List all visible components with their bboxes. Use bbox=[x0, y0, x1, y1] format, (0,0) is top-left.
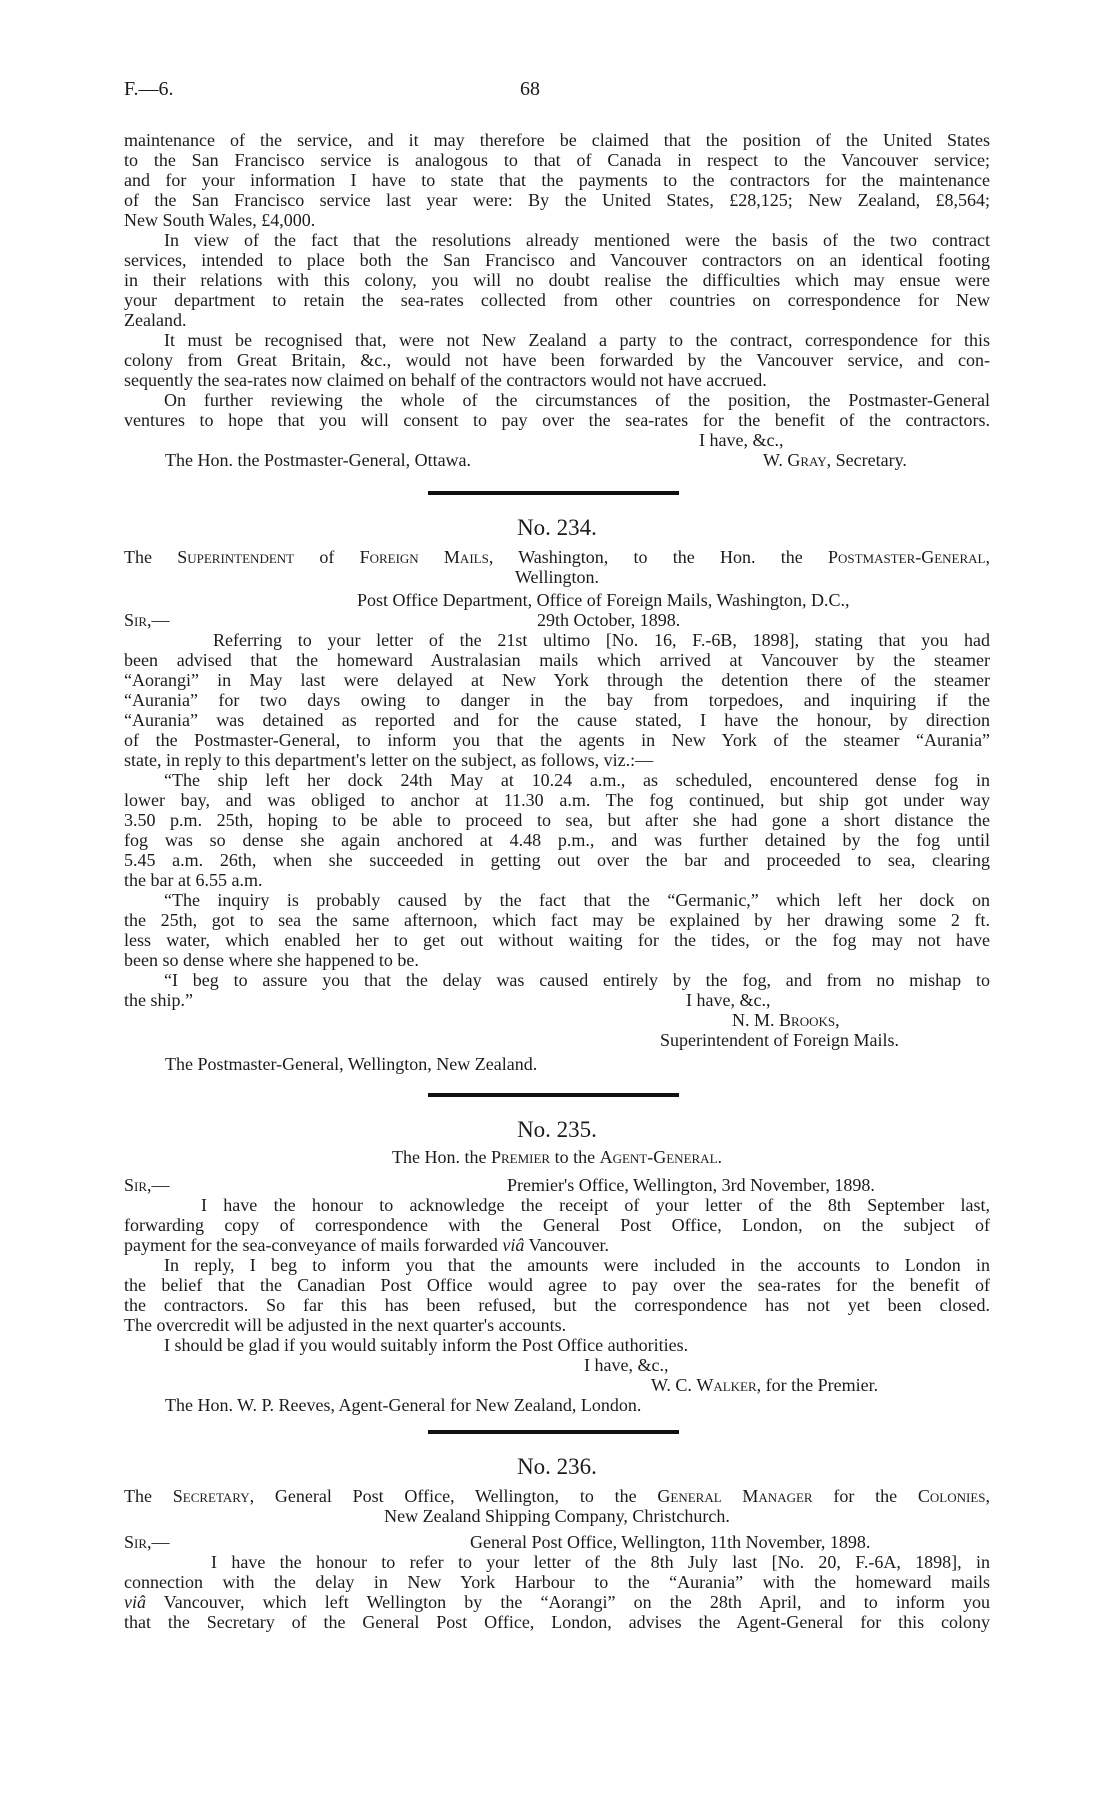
letter-heading bbox=[124, 1147, 990, 1167]
signature bbox=[124, 1010, 990, 1030]
letter-234 bbox=[124, 547, 990, 1074]
text-line: I have the honour to refer to your letter of the 8th July last [No. 20, F.-6A, 1898], in bbox=[211, 1552, 990, 1572]
h: The Hon. the bbox=[391, 1147, 491, 1167]
section-divider bbox=[428, 491, 679, 495]
signature bbox=[124, 1375, 990, 1395]
h: Colonies bbox=[917, 1486, 986, 1506]
h: The bbox=[124, 1486, 173, 1506]
signature-line bbox=[124, 450, 990, 470]
text-line: of the San Francisco service last year were: By the United States, £28,125; New Zealand, £8,564; bbox=[124, 190, 990, 210]
h: The bbox=[124, 547, 178, 567]
t: viâ bbox=[124, 1592, 146, 1612]
text-line: “The ship left her dock 24th May at 10.24 a.m., as scheduled, encountered dense fog in bbox=[164, 770, 990, 790]
text-line: your department to retain the sea-rates collected from other countries on correspondence for New bbox=[124, 290, 990, 310]
sig-initial: W. C. bbox=[651, 1375, 697, 1395]
addressee: The Hon. the Postmaster-General, Ottawa. bbox=[165, 450, 472, 470]
h: of bbox=[294, 547, 360, 567]
addressee: The Hon. W. P. Reeves, Agent-General for New Zealand, London. bbox=[165, 1395, 642, 1415]
text-line: “Aurania” for two days owing to danger in the bay from torpedoes, and inquiring if the bbox=[124, 690, 990, 710]
h: , bbox=[985, 547, 990, 567]
letter-date: Premier's Office, Wellington, 3rd November, 1898. bbox=[507, 1175, 875, 1195]
closing: I have, &c., bbox=[699, 430, 784, 450]
letter-heading bbox=[124, 547, 990, 567]
sender-address: Post Office Department, Office of Foreign Mails, Washington, D.C., bbox=[357, 590, 850, 610]
sig-initial: W. bbox=[763, 450, 788, 470]
sig-name: Gray bbox=[787, 450, 827, 470]
text-line: “The inquiry is probably caused by the fact that the “Germanic,” which left her dock on bbox=[164, 890, 990, 910]
salutation-line bbox=[124, 610, 990, 630]
h: . bbox=[717, 1147, 723, 1167]
t: viâ bbox=[502, 1235, 525, 1255]
text-line: services, intended to place both the San Francisco and Vancouver contractors on an identical footing bbox=[124, 250, 990, 270]
text-line: I have the honour to acknowledge the receipt of your letter of the 8th September last, bbox=[201, 1195, 990, 1215]
signature bbox=[763, 450, 907, 470]
text-line: In reply, I beg to inform you that the amounts were included in the accounts to London in bbox=[164, 1255, 990, 1275]
h: Secretary bbox=[172, 1486, 250, 1506]
text-line: the bar at 6.55 a.m. bbox=[124, 870, 263, 890]
salutation: Sir,— bbox=[124, 1175, 170, 1195]
h: General Manager bbox=[657, 1486, 813, 1506]
page-number: 68 bbox=[520, 78, 540, 100]
h: for the bbox=[812, 1486, 918, 1506]
text-line: and for your information I have to state that the payments to the contractors for the maintenance bbox=[124, 170, 990, 190]
salutation-line bbox=[124, 1175, 990, 1195]
h: Agent-General bbox=[599, 1147, 718, 1167]
text-line: ventures to hope that you will consent to pay over the sea-rates for the benefit of the contractors. bbox=[124, 410, 990, 430]
salutation: Sir,— bbox=[124, 1532, 170, 1552]
letter-236 bbox=[124, 1486, 990, 1632]
text-line: 5.45 a.m. 26th, when she succeeded in getting out over the bar and proceeded to sea, clearing bbox=[124, 850, 990, 870]
text-line: been advised that the homeward Australasian mails which arrived at Vancouver by the steamer bbox=[124, 650, 990, 670]
closing: I have, &c., bbox=[686, 990, 771, 1010]
text-line: connection with the delay in New York Harbour to the “Aurania” with the homeward mails bbox=[124, 1572, 990, 1592]
h: Premier bbox=[490, 1147, 551, 1167]
text-line: Referring to your letter of the 21st ultimo [No. 16, F.-6B, 1898], stating that you had bbox=[213, 630, 990, 650]
h: Superintendent bbox=[177, 547, 295, 567]
text-line: to the San Francisco service is analogous to that of Canada in respect to the Vancouver service; bbox=[124, 150, 990, 170]
sig-name: Walker bbox=[696, 1375, 757, 1395]
text-line: colony from Great Britain, &c., would not have been forwarded by the Vancouver service, and con- bbox=[124, 350, 990, 370]
letter-235 bbox=[124, 1147, 990, 1415]
t: payment for the sea-conveyance of mails forwarded bbox=[124, 1235, 503, 1255]
letter-number: No. 234. bbox=[517, 515, 597, 540]
text-line: state, in reply to this department's letter on the subject, as follows, viz.:— bbox=[124, 750, 654, 770]
text-line bbox=[124, 1235, 990, 1255]
sig-title: , for the Premier. bbox=[756, 1375, 879, 1395]
letter-number: No. 236. bbox=[517, 1454, 597, 1479]
text-line: forwarding copy of correspondence with the General Post Office, London, on the subject of bbox=[124, 1215, 990, 1235]
h: Postmaster-General bbox=[827, 547, 986, 567]
t: Vancouver, which left Wellington by the “Aorangi” on the 28th April, and to inform you bbox=[146, 1592, 990, 1612]
letter-date: 29th October, 1898. bbox=[537, 610, 681, 630]
text-line: On further reviewing the whole of the circumstances of the position, the Postmaster-General bbox=[164, 390, 990, 410]
h: Foreign Mails bbox=[359, 547, 489, 567]
document-code: F.—6. bbox=[124, 78, 174, 100]
addressee: The Postmaster-General, Wellington, New Zealand. bbox=[165, 1054, 538, 1074]
text-line: In view of the fact that the resolutions already mentioned were the basis of the two contract bbox=[164, 230, 990, 250]
text-line: lower bay, and was obliged to anchor at 11.30 a.m. The fog continued, but ship got under way bbox=[124, 790, 990, 810]
text-line: the contractors. So far this has been refused, but the correspondence has not yet been closed. bbox=[124, 1295, 990, 1315]
sig-comma: , bbox=[835, 1010, 840, 1030]
sig-title: , Secretary. bbox=[826, 450, 907, 470]
text-line: in their relations with this colony, you will no doubt realise the difficulties which may ensue were bbox=[124, 270, 990, 290]
h: , General Post Office, Wellington, to the bbox=[249, 1486, 658, 1506]
text-line: less water, which enabled her to get out without waiting for the tides, or the fog may not have bbox=[124, 930, 990, 950]
section-divider bbox=[428, 1093, 679, 1097]
h: , bbox=[985, 1486, 990, 1506]
h: to the bbox=[550, 1147, 600, 1167]
sig-initial: N. M. bbox=[732, 1010, 780, 1030]
text-line: sequently the sea-rates now claimed on behalf of the contractors would not have accrued. bbox=[124, 370, 767, 390]
text-line: It must be recognised that, were not New Zealand a party to the contract, correspondence for this bbox=[164, 330, 990, 350]
h: , Washington, to the Hon. the bbox=[488, 547, 828, 567]
text-line: “Aorangi” in May last were delayed at New York through the detention there of the steamer bbox=[124, 670, 990, 690]
text-line: New South Wales, £4,000. bbox=[124, 210, 316, 230]
signature-title: Superintendent of Foreign Mails. bbox=[660, 1030, 899, 1050]
letter-continuation bbox=[124, 130, 990, 470]
section-divider bbox=[428, 1430, 679, 1434]
letter-date: General Post Office, Wellington, 11th November, 1898. bbox=[470, 1532, 871, 1552]
closing-line bbox=[124, 990, 990, 1010]
salutation-line bbox=[124, 1532, 990, 1552]
closing: I have, &c., bbox=[584, 1355, 669, 1375]
t: Vancouver. bbox=[524, 1235, 609, 1255]
letter-heading bbox=[124, 1486, 990, 1506]
text-line: fog was so dense she again anchored at 4.48 p.m., and was further detained by the fog until bbox=[124, 830, 990, 850]
text-line: the belief that the Canadian Post Office would agree to pay over the sea-rates for the benefit of bbox=[124, 1275, 990, 1295]
text-line: “I beg to assure you that the delay was caused entirely by the fog, and from no mishap to bbox=[164, 970, 990, 990]
text-line: The overcredit will be adjusted in the next quarter's accounts. bbox=[124, 1315, 567, 1335]
text-line: Zealand. bbox=[124, 310, 187, 330]
text-line: 3.50 p.m. 25th, hoping to be able to proceed to sea, but after she had gone a short distance the bbox=[124, 810, 990, 830]
letter-heading-2: New Zealand Shipping Company, Christchurch. bbox=[384, 1506, 730, 1526]
salutation: Sir,— bbox=[124, 610, 170, 630]
text-line: been so dense where she happened to be. bbox=[124, 950, 419, 970]
text-line: of the Postmaster-General, to inform you that the agents in New York of the steamer “Aurania” bbox=[124, 730, 990, 750]
letter-number: No. 235. bbox=[517, 1117, 597, 1142]
text-line: that the Secretary of the General Post Office, London, advises the Agent-General for this colony bbox=[124, 1612, 990, 1632]
text-line: “Aurania” was detained as reported and for the cause stated, I have the honour, by direction bbox=[124, 710, 990, 730]
letter-heading-2: Wellington. bbox=[514, 567, 600, 587]
text-line: maintenance of the service, and it may therefore be claimed that the position of the United States bbox=[124, 130, 990, 150]
text-line: the ship.” bbox=[124, 990, 193, 1010]
text-line: the 25th, got to sea the same afternoon, which fact may be explained by her drawing some 2 ft. bbox=[124, 910, 990, 930]
text-line bbox=[124, 1592, 990, 1612]
text-line: I should be glad if you would suitably inform the Post Office authorities. bbox=[164, 1335, 689, 1355]
sig-name: Brooks bbox=[779, 1010, 836, 1030]
